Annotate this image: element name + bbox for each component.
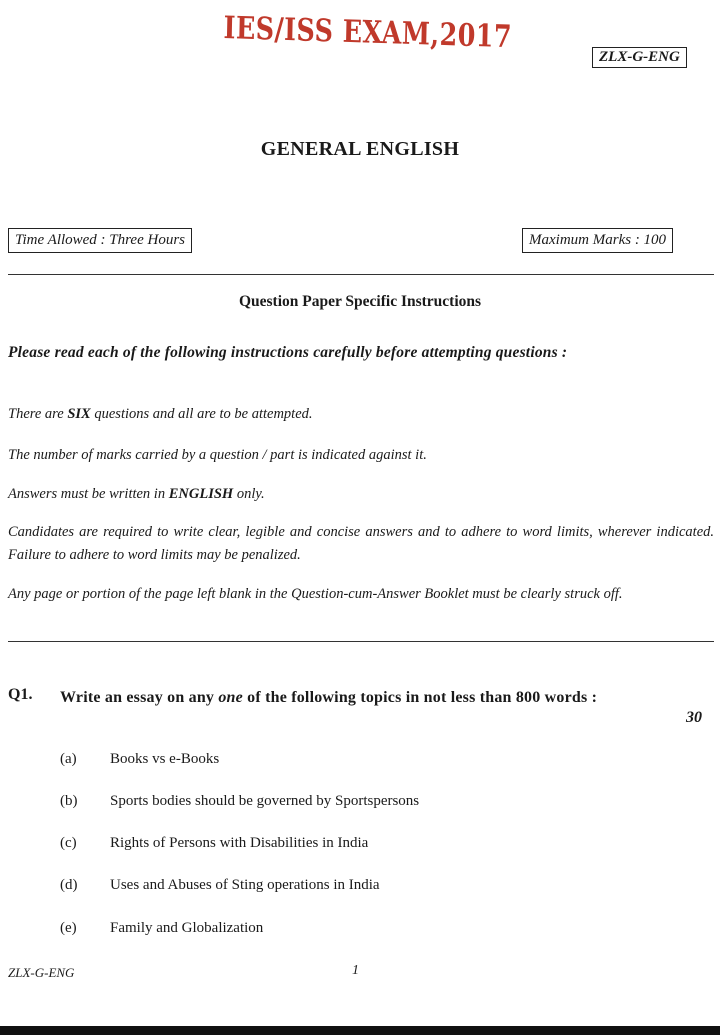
instruction-item: Answers must be written in ENGLISH only. — [8, 486, 265, 502]
instruction-item: Any page or portion of the page left blank in the Question-cum-Answer Booklet must be clearly struck off. — [8, 586, 623, 602]
scan-edge-bar — [0, 1026, 720, 1035]
option-text: Family and Globalization — [110, 920, 264, 936]
footer-paper-code: ZLX-G-ENG — [8, 965, 75, 980]
maximum-marks-box: Maximum Marks : 100 — [522, 228, 673, 253]
question-text: Write an essay on any one of the following topics in not less than 800 words : — [60, 689, 598, 706]
option-text: Sports bodies should be governed by Sportspersons — [110, 793, 420, 809]
question-number: Q1. — [8, 686, 33, 703]
paper-title: GENERAL ENGLISH — [260, 138, 460, 160]
divider-top — [8, 274, 714, 275]
time-allowed-box: Time Allowed : Three Hours — [8, 228, 192, 253]
option-letter: (e) — [60, 920, 77, 936]
instruction-item: The number of marks carried by a question / part is indicated against it. — [8, 447, 427, 463]
option-text: Rights of Persons with Disabilities in India — [110, 835, 369, 851]
option-text: Uses and Abuses of Sting operations in India — [110, 877, 380, 893]
option-text: Books vs e-Books — [110, 751, 220, 767]
option-letter: (d) — [60, 877, 78, 893]
exam-stamp: IES/ISS EXAM,2017 — [223, 10, 513, 56]
page-number: 1 — [352, 963, 359, 978]
option-letter: (b) — [60, 793, 78, 809]
instructions-lead: Please read each of the following instructions carefully before attempting questions : — [8, 344, 568, 361]
question-marks: 30 — [686, 709, 702, 726]
option-letter: (a) — [60, 751, 77, 767]
option-letter: (c) — [60, 835, 77, 851]
instruction-item: There are SIX questions and all are to be attempted. — [8, 406, 313, 422]
paper-code-box: ZLX-G-ENG — [592, 47, 687, 68]
instructions-heading: Question Paper Specific Instructions — [238, 293, 482, 310]
divider-bottom — [8, 641, 714, 642]
instruction-item: Candidates are required to write clear, legible and concise answers and to adhere to word limits, wherever indicated. Failure to adhere to word limits may be penalized. — [8, 524, 714, 563]
